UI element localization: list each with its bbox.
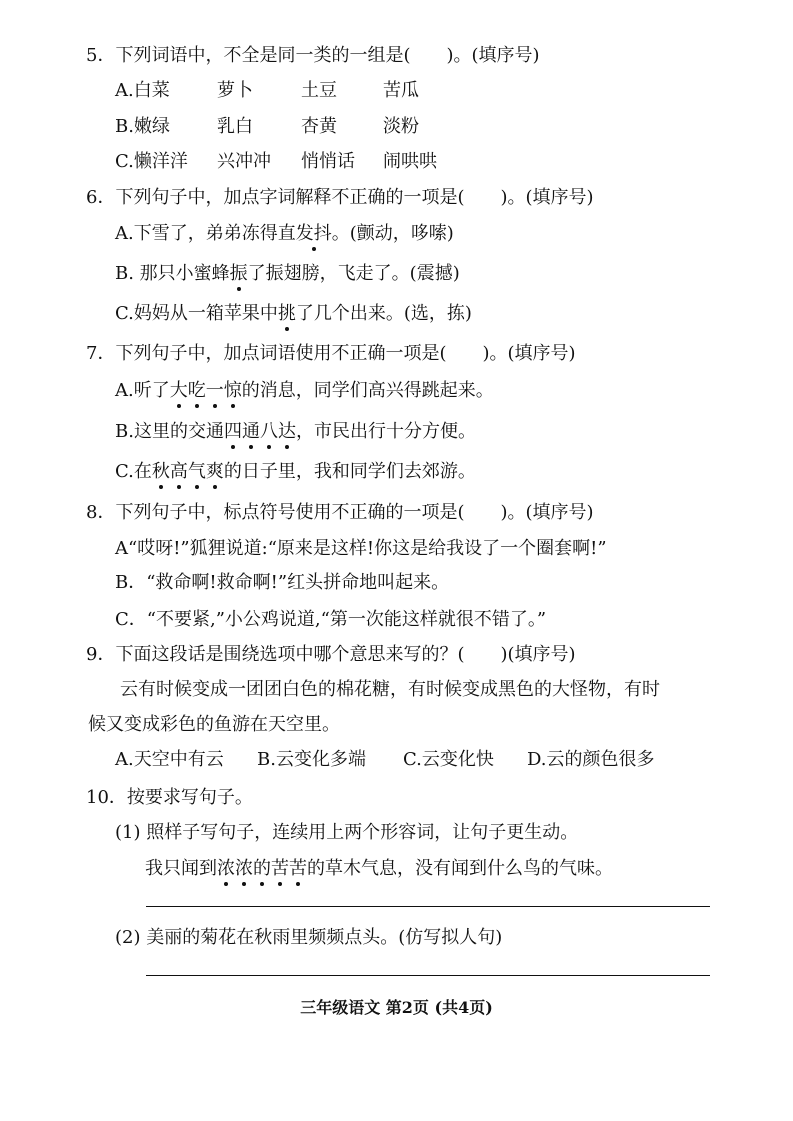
q5-a-word3: 土豆: [301, 80, 337, 101]
q5-c-word3: 悄悄话: [301, 151, 355, 172]
emphasis-char: 惊: [223, 380, 242, 401]
q10-sub2-instruction: (2) 美丽的菊花在秋雨里频频点头。(仿写拟人句): [115, 927, 503, 948]
emphasis-char: 一: [205, 380, 224, 401]
q8-option-a: A“哎呀!”狐狸说道:“原来是这样!你这是给我设了一个圈套啊!”: [115, 538, 607, 559]
answer-line-2[interactable]: [146, 975, 710, 976]
q10-sub1-instruction: (1) 照样子写句子，连续用上两个形容词，让句子更生动。: [115, 822, 579, 843]
q5-b-word4: 淡粉: [383, 116, 419, 137]
q5-b-word1: B.嫩绿: [115, 116, 170, 137]
q9-paragraph-line1: 云有时候变成一团团白色的棉花糖，有时候变成黑色的大怪物，有时: [120, 679, 660, 700]
q7-b-rest: ，市民出行十分方便。: [295, 421, 476, 442]
emphasis-char: 爽: [205, 461, 224, 482]
q5-a-word1: A.白菜: [115, 80, 170, 101]
emphasis-char: 吃: [187, 380, 206, 401]
q6-a-note: 。(颤动，哆嗦): [331, 223, 454, 244]
q5-b-word2: 乳白: [217, 116, 253, 137]
answer-line-1[interactable]: [146, 906, 710, 907]
q7-option-b: [115, 420, 476, 444]
q6-a-emphasis: 发抖: [295, 223, 332, 244]
q6-stem: 6．下列句子中，加点字词解释不正确的一项是( )。(填序号): [86, 187, 594, 208]
q7-a-emphasis: [170, 380, 242, 401]
q6-b-note: 了振翅膀，飞走了。(震撼): [247, 263, 460, 284]
q10-example-post: 的草木气息，没有闻到什么鸟的气味。: [307, 858, 613, 879]
q8-option-c: C．“不要紧,”小公鸡说道,“第一次能这样就很不错了。”: [115, 609, 547, 630]
q6-c-note: 了几个出来。(选，拣): [295, 303, 472, 324]
q7-c-text: C.在: [115, 461, 152, 482]
q5-b-word3: 杏黄: [301, 116, 337, 137]
q5-a-word4: 苦瓜: [383, 80, 419, 101]
q7-c-emphasis: [152, 461, 224, 482]
q10-example-sentence: [145, 857, 613, 881]
q7-a-rest: 的消息，同学们高兴得跳起来。: [241, 380, 494, 401]
emphasis-char: 浓: [217, 858, 235, 879]
q7-b-emphasis: [224, 421, 296, 442]
emphasis-char: 苦: [271, 858, 289, 879]
q9-option-c: C.云变化快: [403, 749, 494, 770]
q7-b-text: B.这里的交通: [115, 421, 224, 442]
q7-stem: 7．下列句子中，加点词语使用不正确一项是( )。(填序号): [86, 343, 576, 364]
emphasis-char: 浓: [235, 858, 253, 879]
q5-c-word2: 兴冲冲: [217, 151, 271, 172]
q6-option-b: [115, 262, 460, 286]
q5-stem: 5．下列词语中，不全是同一类的一组是( )。(填序号): [86, 45, 540, 66]
q5-a-word2: 萝卜: [217, 80, 253, 101]
q9-options: [115, 748, 655, 772]
q6-b-emphasis: 振: [229, 263, 248, 284]
emphasis-char: 苦: [289, 858, 307, 879]
q6-c-text: C.妈妈从一箱苹果中: [115, 303, 278, 324]
emphasis-char: 达: [277, 421, 296, 442]
q6-b-text: B. 那只小蜜蜂: [115, 263, 230, 284]
q9-paragraph-line2: 候又变成彩色的鱼游在天空里。: [88, 714, 340, 735]
q7-option-c: [115, 460, 476, 484]
emphasis-char: 大: [169, 380, 188, 401]
q9-stem: 9．下面这段话是围绕选项中哪个意思来写的？( )(填序号): [86, 644, 576, 665]
q5-c-word4: 闹哄哄: [383, 151, 437, 172]
q5-option-a: [115, 79, 463, 103]
q10-example-pre: 我只闻到: [145, 858, 217, 879]
q6-option-c: [115, 302, 472, 326]
q9-option-d: D.云的颜色很多: [527, 749, 655, 770]
q6-option-a: [115, 222, 454, 246]
q5-option-c: [115, 150, 463, 174]
q9-option-a: A.天空中有云: [115, 749, 224, 770]
q8-option-b: B．“救命啊!救命啊!”红头拼命地叫起来。: [115, 572, 450, 593]
emphasis-char: 通: [241, 421, 260, 442]
page-footer: 三年级语文 第2页 (共4页): [300, 998, 493, 1017]
emphasis-char: 八: [259, 421, 278, 442]
emphasis-char: 高: [169, 461, 188, 482]
q10-example-emphasis: [217, 858, 307, 879]
q9-option-b: B.云变化多端: [257, 749, 366, 770]
emphasis-char: 的: [253, 858, 271, 879]
q6-c-emphasis: 挑: [277, 303, 296, 324]
q7-c-rest: 的日子里，我和同学们去郊游。: [223, 461, 476, 482]
q6-a-text: A.下雪了，弟弟冻得直: [115, 223, 296, 244]
emphasis-char: 四: [223, 421, 242, 442]
q5-option-b: [115, 115, 463, 139]
emphasis-char: 秋: [151, 461, 170, 482]
q5-c-word1: C.懒洋洋: [115, 151, 188, 172]
emphasis-char: 气: [187, 461, 206, 482]
q7-option-a: [115, 379, 494, 403]
q7-a-text: A.听了: [115, 380, 170, 401]
q10-stem: 10．按要求写句子。: [86, 787, 253, 808]
q8-stem: 8．下列句子中，标点符号使用不正确的一项是( )。(填序号): [86, 502, 594, 523]
